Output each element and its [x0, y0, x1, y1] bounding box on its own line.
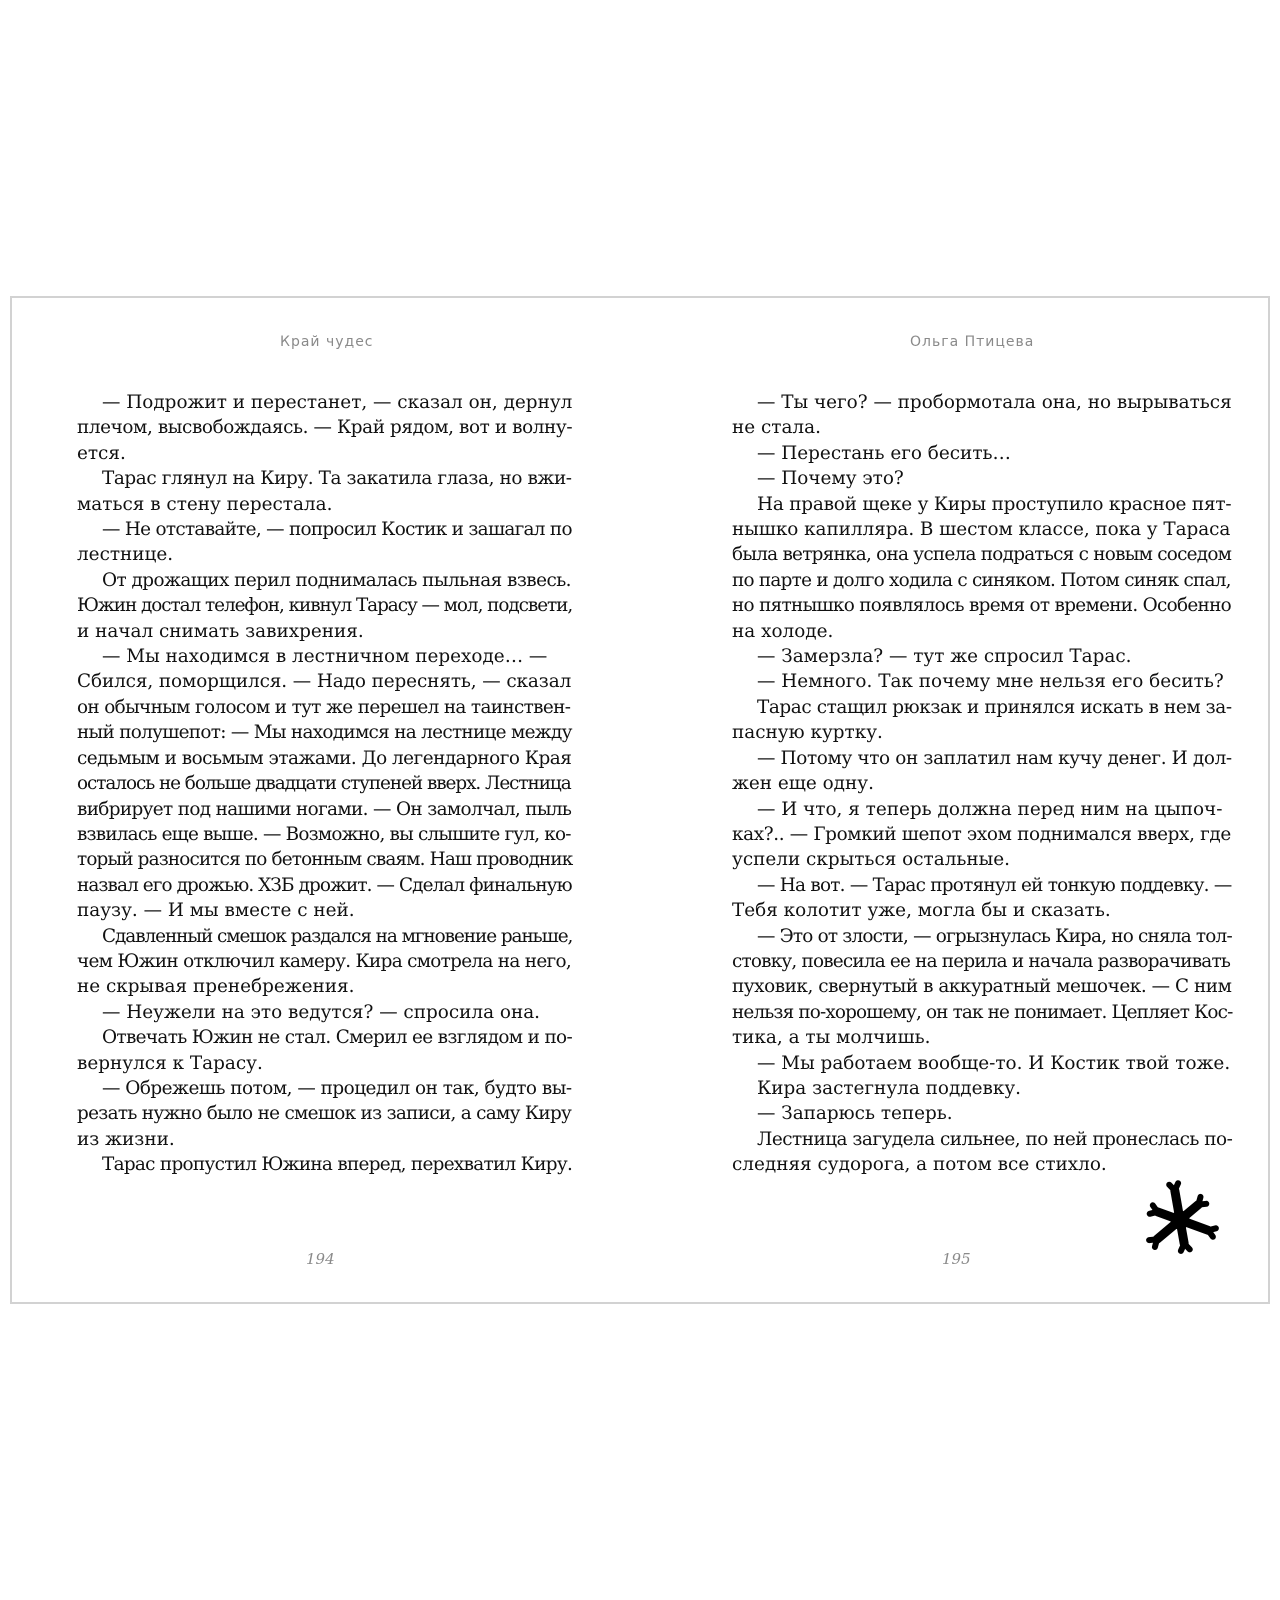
text-line: Тарас стащил рюкзак и принялся искать в нем за-	[757, 696, 1232, 718]
text-line: он обычным голосом и тут же перешел на таинствен-	[77, 696, 571, 718]
text-line: — Неужели на это ведутся? — спросила она.	[102, 1001, 541, 1023]
text-line: не скрывая пренебрежения.	[77, 976, 355, 998]
text-line: — Перестань его бесить…	[757, 442, 1011, 464]
text-line: От дрожащих перил поднималась пыльная взвесь.	[102, 569, 571, 591]
page-number-right: 195	[942, 1250, 971, 1268]
text-line: — Мы находимся в лестничном переходе… —	[102, 646, 548, 668]
text-line: На правой щеке у Киры проступило красное пят-	[757, 493, 1232, 515]
text-line: резать нужно было не смешок из записи, а саму Киру	[77, 1103, 572, 1125]
text-line: на холоде.	[732, 620, 834, 642]
text-line: ный полушепот: — Мы находимся на лестнице между	[77, 722, 572, 744]
left-page	[12, 298, 642, 1302]
text-line: но пятнышко появлялось время от времени. Особенно	[732, 595, 1232, 617]
left-page-body-text	[77, 390, 572, 1178]
running-head-author: Ольга Птицева	[910, 334, 1035, 350]
text-line: ется.	[77, 442, 126, 464]
text-line: успели скрыться остальные.	[732, 849, 1011, 871]
text-line: Отвечать Южин не стал. Смерил ее взглядом и по-	[102, 1027, 573, 1049]
text-line: лестнице.	[77, 544, 174, 566]
text-line: не стала.	[732, 417, 821, 439]
text-line: нышко капилляра. В шестом классе, пока у Тараса	[732, 519, 1231, 541]
text-line: — На вот. — Тарас протянул ей тонкую поддевку. —	[757, 874, 1232, 896]
text-line: торый разносится по бетонным сваям. Наш проводник	[77, 849, 573, 871]
text-line: Сдавленный смешок раздался на мгновение раньше,	[102, 925, 573, 947]
text-line: — Немного. Так почему мне нельзя его бесить?	[757, 671, 1224, 693]
text-line: из жизни.	[77, 1128, 175, 1150]
text-line: — Подрожит и перестанет, — сказал он, дернул	[102, 392, 573, 413]
text-line: стовку, повесила ее на перила и начала разворачивать	[732, 950, 1231, 972]
text-line: — И что, я теперь должна перед ним на цыпоч-	[757, 798, 1223, 820]
text-line: жен еще одну.	[732, 773, 874, 795]
text-line: Тебя колотит уже, могла бы и сказать.	[732, 900, 1111, 922]
text-line: взвилась еще выше. — Возможно, вы слышите гул, ко-	[77, 823, 571, 845]
text-line: Лестница загудела сильнее, по ней пронеслась по-	[757, 1128, 1233, 1150]
right-page-body-text	[732, 390, 1232, 1178]
text-line: и начал снимать завихрения.	[77, 620, 364, 642]
text-line: следняя судорога, а потом все стихло.	[732, 1154, 1107, 1176]
book-spread	[10, 296, 1270, 1304]
text-line: — Ты чего? — пробормотала она, но вырываться	[757, 392, 1232, 413]
text-line: ках?.. — Громкий шепот эхом поднимался вверх, где	[732, 823, 1231, 845]
text-line: — Почему это?	[757, 468, 904, 490]
text-line: — Не отставайте, — попросил Костик и зашагал по	[102, 519, 572, 541]
text-line: плечом, высвобождаясь. — Край рядом, вот и волну-	[77, 417, 573, 439]
right-page	[640, 298, 1270, 1302]
text-line: — Это от злости, — огрызнулась Кира, но сняла тол-	[757, 925, 1232, 947]
text-line: нельзя по-хорошему, он так не понимает. Цепляет Кос-	[732, 1001, 1233, 1023]
text-line: — Запарюсь теперь.	[757, 1103, 953, 1125]
text-line: вибрирует под нашими ногами. — Он замолчал, пыль	[77, 798, 572, 820]
text-line: пасную куртку.	[732, 722, 883, 744]
text-line: Кира застегнула поддевку.	[757, 1077, 1022, 1099]
text-line: паузу. — И мы вместе с ней.	[77, 900, 355, 922]
page-number-left: 194	[306, 1250, 335, 1268]
text-line: Тарас пропустил Южина вперед, перехватил Киру.	[102, 1154, 573, 1176]
text-line: маться в стену перестала.	[77, 493, 333, 515]
text-line: Сбился, поморщился. — Надо переснять, — сказал	[77, 671, 572, 693]
asterisk-ornament-icon	[1140, 1180, 1220, 1260]
text-line: вернулся к Тарасу.	[77, 1052, 263, 1074]
text-line: была ветрянка, она успела подраться с новым соседом	[732, 544, 1232, 566]
text-line: чем Южин отключил камеру. Кира смотрела на него,	[77, 950, 571, 972]
text-line: назвал его дрожью. ХЗБ дрожит. — Сделал финальную	[77, 874, 572, 896]
text-line: — Замерзла? — тут же спросил Тарас.	[757, 646, 1132, 668]
text-line: Тарас глянул на Киру. Та закатила глаза, но вжи-	[102, 468, 572, 490]
text-line: седьмым и восьмым этажами. До легендарного Края	[77, 747, 572, 769]
text-line: — Обрежешь потом, — процедил он так, будто вы-	[102, 1077, 572, 1099]
text-line: по парте и долго ходила с синяком. Потом синяк спал,	[732, 569, 1231, 591]
text-line: — Мы работаем вообще-то. И Костик твой тоже.	[757, 1052, 1231, 1074]
text-line: осталось не больше двадцати ступеней вверх. Лестница	[77, 773, 571, 795]
text-line: тика, а ты молчишь.	[732, 1027, 931, 1049]
running-head-book-title: Край чудес	[280, 334, 374, 350]
text-line: — Потому что он заплатил нам кучу денег. И дол-	[757, 747, 1232, 769]
text-line: пуховик, свернутый в аккуратный мешочек. — С ним	[732, 976, 1232, 998]
text-line: Южин достал телефон, кивнул Тарасу — мол, подсвети,	[77, 595, 573, 617]
